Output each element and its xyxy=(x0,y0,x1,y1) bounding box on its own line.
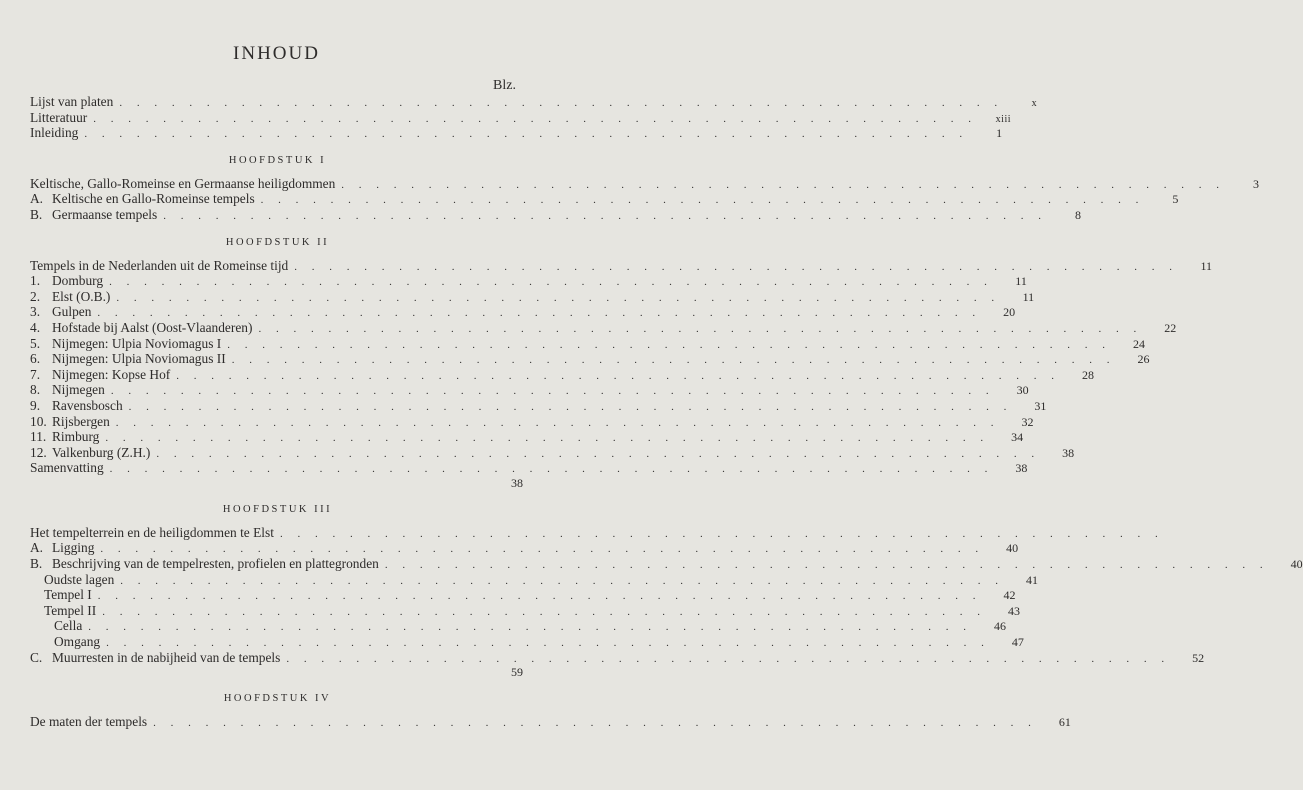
chapter-heading: HOOFDSTUK IV xyxy=(223,693,332,705)
toc-entry-page: 61 xyxy=(1058,715,1071,730)
toc-entry-title: Inleiding xyxy=(30,125,79,141)
page-title: INHOUD xyxy=(233,43,320,64)
toc-entry xyxy=(30,288,1035,305)
toc-entry xyxy=(30,273,1027,289)
toc-entry xyxy=(30,649,1205,666)
toc-entry-label xyxy=(30,714,147,730)
toc-entry-number: 2. xyxy=(30,288,41,304)
leader-dots: . . . . . . . . . . . . . . . . . . . . . . . . . . . . . . . . . . . . . . . . . . . . . . . . . . . xyxy=(286,652,1171,665)
toc-entry-label xyxy=(30,382,105,398)
toc-entry-number: C. xyxy=(30,649,43,665)
toc-entry-page: xiii xyxy=(995,113,1012,125)
toc-entry-page: x xyxy=(1031,98,1038,109)
leader-dots: . . . . . . . . . . . . . . . . . . . . . . . . . . . . . . . . . . . . . . . . . . . . . . . . . . . xyxy=(156,447,1041,460)
toc-entry-page: 8 xyxy=(1074,207,1081,222)
toc-entry-title: Nijmegen: Ulpia Noviomagus II xyxy=(52,351,226,367)
toc-entry-label xyxy=(54,618,82,634)
leader-dots: . . . . . . . . . . . . . . . . . . . . . . . . . . . . . . . . . . . . . . . . . . . . . . . . . . . xyxy=(116,291,1001,304)
leader-dots: . . . . . . . . . . . . . . . . . . . . . . . . . . . . . . . . . . . . . . . . . . . . . . . . . . . xyxy=(384,559,1269,572)
toc-entry xyxy=(30,304,1016,320)
leader-dots: . . . . . . . . . . . . . . . . . . . . . . . . . . . . . . . . . . . . . . . . . . . . . . . . . . . xyxy=(93,112,978,125)
leader-dots: . . . . . . . . . . . . . . . . . . . . . . . . . . . . . . . . . . . . . . . . . . . . . . . . . . . xyxy=(341,178,1226,191)
toc-entry-number: B. xyxy=(30,206,43,222)
toc-entry-page: 47 xyxy=(1011,635,1024,650)
leader-dots: . . . . . . . . . . . . . . . . . . . . . . . . . . . . . . . . . . . . . . . . . . . . . . . . . . . xyxy=(153,717,1037,730)
toc-entry-number: 4. xyxy=(30,319,41,335)
toc-entry-page: 40 xyxy=(1290,557,1303,572)
leader-dots: . . . . . . . . . . . . . . . . . . . . . . . . . . . . . . . . . . . . . . . . . . . . . . . . . . . xyxy=(97,590,982,603)
leader-dots: . . . . . . . . . . . . . . . . . . . . . . . . . . . . . . . . . . . . . . . . . . . . . . . . . . . xyxy=(128,400,1013,413)
toc-entry-title: Het tempelterrein en de heiligdommen te Elst xyxy=(30,524,274,540)
table-of-contents xyxy=(30,94,1303,730)
toc-entry-label xyxy=(30,125,78,141)
toc-entry-number: 10. xyxy=(30,413,47,429)
toc-entry-title: Oudste lagen xyxy=(44,571,115,587)
toc-entry-page: 28 xyxy=(1082,367,1095,382)
leader-dots: . . . . . . . . . . . . . . . . . . . . . . . . . . . . . . . . . . . . . . . . . . . . . . . . . . . xyxy=(109,463,994,476)
toc-entry-title: Rimburg xyxy=(52,429,100,445)
toc-entry-title: Valkenburg (Z.H.) xyxy=(52,444,151,460)
toc-entry-page: 46 xyxy=(994,619,1007,634)
toc-entry-title: Litteratuur xyxy=(30,109,88,125)
toc-entry-label xyxy=(54,634,100,650)
toc-entry-number: 12. xyxy=(30,444,47,460)
toc-entry-label xyxy=(30,429,99,445)
toc-entry-label xyxy=(44,603,96,619)
leader-dots: . . . . . . . . . . . . . . . . . . . . . . . . . . . . . . . . . . . . . . . . . . . . . . . . . . . xyxy=(105,432,990,445)
leader-dots: . . . . . . . . . . . . . . . . . . . . . . . . . . . . . . . . . . . . . . . . . . . . . . . . . . . xyxy=(227,338,1111,351)
toc-entry-label xyxy=(30,110,87,126)
toc-entry-page: 24 xyxy=(1132,336,1145,351)
toc-entry-title: Ravensbosch xyxy=(52,397,123,413)
toc-entry-label xyxy=(30,207,157,223)
leader-dots: . . . . . . . . . . . . . . . . . . . . . . . . . . . . . . . . . . . . . . . . . . . . . . . . . . . xyxy=(100,543,985,556)
toc-entry-label xyxy=(30,525,274,541)
toc-entry-label xyxy=(30,460,104,476)
chapter-heading: HOOFDSTUK II xyxy=(225,236,330,248)
toc-entry-title: Lijst van platen xyxy=(30,94,114,109)
leader-dots: . . . . . . . . . . . . . . . . . . . . . . . . . . . . . . . . . . . . . . . . . . . . . . . . . . . xyxy=(258,322,1143,335)
toc-entry-title: Gulpen xyxy=(52,304,92,320)
toc-entry xyxy=(30,382,1029,398)
toc-entry-page: 52 xyxy=(1192,650,1205,665)
toc-entry-title: De maten der tempels xyxy=(30,714,148,730)
leader-dots: . . . . . . . . . . . . . . . . . . . . . . . . . . . . . . . . . . . . . . . . . . . . . . . . . . . xyxy=(176,369,1061,382)
toc-entry-label xyxy=(30,258,288,274)
leader-dots: . . . . . . . . . . . . . . . . . . . . . . . . . . . . . . . . . . . . . . . . . . . . . . . . . . . xyxy=(163,209,1047,222)
leader-dots: . . . . . . . . . . . . . . . . . . . . . . . . . . . . . . . . . . . . . . . . . . . . . . . . . . . xyxy=(279,527,1164,540)
leader-dots: . . . . . . . . . . . . . . . . . . . . . . . . . . . . . . . . . . . . . . . . . . . . . . . . . . . xyxy=(97,307,982,320)
toc-entry-title: Nijmegen: Ulpia Noviomagus I xyxy=(52,335,222,351)
toc-entry xyxy=(30,571,1039,588)
toc-entry-title: Rijsbergen xyxy=(52,413,110,429)
toc-entry-label xyxy=(30,445,150,461)
toc-entry-title: Samenvatting xyxy=(30,460,104,476)
toc-entry-title: Muurresten in de nabijheid van de tempels xyxy=(52,649,281,665)
toc-entry-label xyxy=(30,336,221,352)
toc-entry-page: 11 xyxy=(1015,274,1027,289)
toc-entry-number: A. xyxy=(30,191,44,207)
toc-entry xyxy=(30,351,1150,367)
toc-entry-label xyxy=(30,367,170,383)
toc-entry xyxy=(30,429,1024,445)
toc-entry-number: 5. xyxy=(30,335,41,351)
leader-dots: . . . . . . . . . . . . . . . . . . . . . . . . . . . . . . . . . . . . . . . . . . . . . . . . . . . xyxy=(106,637,990,650)
toc-entry-page: 40 xyxy=(1006,541,1019,556)
toc-entry xyxy=(30,460,1028,476)
toc-entry-label xyxy=(44,572,114,588)
toc-entry xyxy=(30,257,1213,274)
toc-entry-title: Tempel II xyxy=(44,602,97,618)
toc-entry-page: 41 xyxy=(1026,572,1039,587)
toc-entry xyxy=(30,587,1016,603)
leader-dots: . . . . . . . . . . . . . . . . . . . . . . . . . . . . . . . . . . . . . . . . . . . . . . . . . . . xyxy=(119,97,1004,109)
toc-entry-title: Ligging xyxy=(52,540,95,556)
toc-entry-number: A. xyxy=(30,540,44,556)
toc-entry-label xyxy=(30,540,94,556)
leader-dots: . . . . . . . . . . . . . . . . . . . . . . . . . . . . . . . . . . . . . . . . . . . . . . . . . . . xyxy=(109,276,993,289)
toc-entry-page: 38 xyxy=(1015,461,1028,476)
toc-entry xyxy=(30,556,1303,572)
toc-entry-page: 1 xyxy=(996,126,1003,141)
toc-entry xyxy=(30,335,1145,352)
toc-entry xyxy=(30,191,1179,207)
toc-entry-title: Domburg xyxy=(52,273,104,289)
toc-entry-label xyxy=(30,304,91,320)
toc-entry-label xyxy=(44,587,92,603)
leader-dots: . . . . . . . . . . . . . . . . . . . . . . . . . . . . . . . . . . . . . . . . . . . . . . . . . . . xyxy=(84,128,969,141)
toc-entry-page: 43 xyxy=(1007,603,1020,618)
toc-entry xyxy=(30,319,1177,336)
chapter-end-page: 38 xyxy=(511,475,523,490)
toc-entry-label xyxy=(30,650,280,666)
toc-entry-page: 31 xyxy=(1034,398,1047,413)
toc-entry xyxy=(30,602,1020,619)
chapter-heading: HOOFDSTUK I xyxy=(228,154,327,166)
toc-entry-title: Nijmegen: Kopse Hof xyxy=(52,366,171,382)
toc-entry-label xyxy=(30,273,103,289)
chapter-end-page: 59 xyxy=(511,665,523,680)
toc-entry-title: Germaanse tempels xyxy=(52,206,158,222)
chapter-heading: HOOFDSTUK III xyxy=(222,503,333,515)
toc-entry-number: 7. xyxy=(30,366,41,382)
toc-entry-label xyxy=(30,289,110,305)
toc-entry-label xyxy=(30,414,110,430)
toc-entry-title: Hofstade bij Aalst (Oost-Vlaanderen) xyxy=(52,319,253,335)
toc-entry-number: 9. xyxy=(30,397,41,413)
toc-entry xyxy=(30,206,1081,223)
toc-entry xyxy=(30,366,1095,383)
toc-entry-label xyxy=(30,320,252,336)
toc-entry-page: 26 xyxy=(1137,352,1150,367)
toc-entry-title: Elst (O.B.) xyxy=(52,288,111,304)
toc-entry-title: Tempels in de Nederlanden uit de Romeinse tijd xyxy=(30,257,289,273)
toc-entry-title: Nijmegen xyxy=(52,382,105,398)
leader-dots: . . . . . . . . . . . . . . . . . . . . . . . . . . . . . . . . . . . . . . . . . . . . . . . . . . . xyxy=(120,574,1005,587)
toc-entry-page: 11 xyxy=(1200,258,1213,273)
leader-dots: . . . . . . . . . . . . . . . . . . . . . . . . . . . . . . . . . . . . . . . . . . . . . . . . . . . xyxy=(102,605,986,618)
toc-entry xyxy=(30,109,1012,126)
leader-dots: . . . . . . . . . . . . . . . . . . . . . . . . . . . . . . . . . . . . . . . . . . . . . . . . . . . xyxy=(260,194,1145,207)
toc-entry-label xyxy=(30,351,226,367)
toc-entry xyxy=(30,634,1024,650)
toc-entry xyxy=(30,94,1038,110)
leader-dots: . . . . . . . . . . . . . . . . . . . . . . . . . . . . . . . . . . . . . . . . . . . . . . . . . . . xyxy=(88,621,973,634)
toc-entry-page: 38 xyxy=(1062,445,1075,460)
toc-entry-number: 1. xyxy=(30,273,41,289)
toc-entry-number: 3. xyxy=(30,304,41,320)
toc-entry-number: 8. xyxy=(30,382,41,398)
toc-entry-page: 22 xyxy=(1164,320,1177,335)
toc-entry-page: 34 xyxy=(1011,430,1024,445)
toc-entry-number: B. xyxy=(30,556,43,572)
toc-entry-page: 30 xyxy=(1016,383,1029,398)
leader-dots: . . . . . . . . . . . . . . . . . . . . . . . . . . . . . . . . . . . . . . . . . . . . . . . . . . . xyxy=(115,416,1000,429)
toc-entry-page: 3 xyxy=(1253,176,1260,191)
toc-entry xyxy=(30,714,1071,730)
page-column-heading: Blz. xyxy=(493,78,516,93)
toc-entry-label xyxy=(30,191,255,207)
toc-entry-label xyxy=(30,398,123,414)
leader-dots: . . . . . . . . . . . . . . . . . . . . . . . . . . . . . . . . . . . . . . . . . . . . . . . . . . . xyxy=(294,260,1179,273)
toc-entry-page: 5 xyxy=(1172,192,1179,207)
toc-entry-label xyxy=(30,556,379,572)
toc-entry xyxy=(30,618,1007,634)
toc-entry xyxy=(30,444,1075,461)
toc-entry-page: 32 xyxy=(1021,414,1034,429)
toc-entry xyxy=(30,125,1003,141)
toc-entry xyxy=(30,540,1019,556)
toc-entry-title: Keltische, Gallo-Romeinse en Germaanse heiligdommen xyxy=(30,175,336,191)
leader-dots: . . . . . . . . . . . . . . . . . . . . . . . . . . . . . . . . . . . . . . . . . . . . . . . . . . . xyxy=(231,354,1116,367)
toc-entry-title: Cella xyxy=(54,618,83,634)
toc-entry xyxy=(30,413,1034,430)
toc-entry-number: 6. xyxy=(30,351,41,367)
toc-entry-label xyxy=(30,94,113,110)
toc-entry-title: Tempel I xyxy=(44,587,92,603)
toc-entry xyxy=(30,397,1047,414)
toc-entry-number: 11. xyxy=(30,429,47,445)
toc-entry-title: Omgang xyxy=(54,634,101,650)
toc-entry-title: Beschrijving van de tempelresten, profielen en plattegronden xyxy=(52,556,379,572)
toc-entry xyxy=(30,175,1260,192)
leader-dots: . . . . . . . . . . . . . . . . . . . . . . . . . . . . . . . . . . . . . . . . . . . . . . . . . . . xyxy=(110,385,995,398)
toc-entry-page: 20 xyxy=(1003,305,1016,320)
toc-entry xyxy=(30,524,1164,541)
toc-entry-page: 42 xyxy=(1003,588,1016,603)
toc-entry-label xyxy=(30,176,335,192)
toc-entry-title: Keltische en Gallo-Romeinse tempels xyxy=(52,191,255,207)
toc-entry-page: 11 xyxy=(1022,289,1035,304)
